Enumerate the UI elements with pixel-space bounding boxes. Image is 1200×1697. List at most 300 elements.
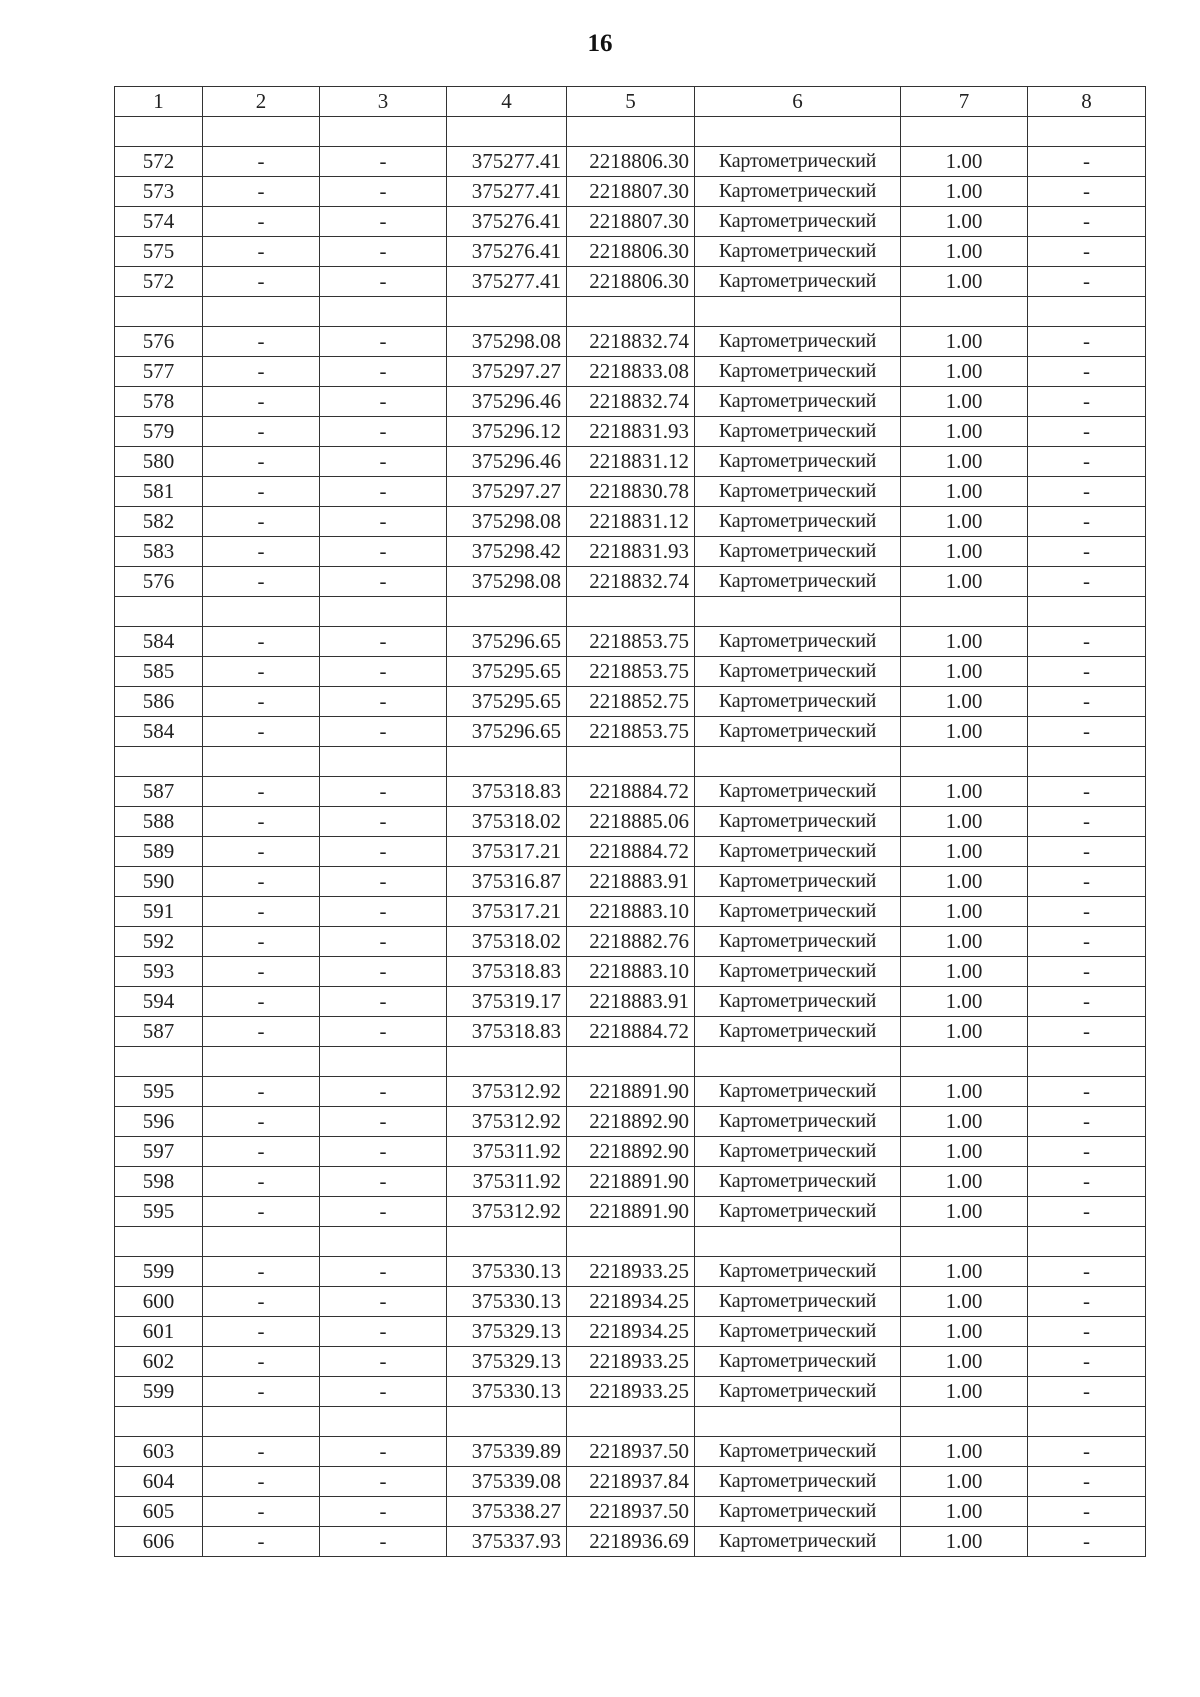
y-coordinate-cell <box>567 1227 695 1257</box>
col8-cell: - <box>1028 1347 1146 1377</box>
col2-cell: - <box>203 327 320 357</box>
table-row <box>115 897 1146 927</box>
y-coordinate-cell: 2218832.74 <box>567 387 695 417</box>
table-row <box>115 567 1146 597</box>
point-number-cell <box>115 597 203 627</box>
table-row <box>115 1467 1146 1497</box>
accuracy-cell: 1.00 <box>901 657 1028 687</box>
x-coordinate-cell: 375276.41 <box>447 237 567 267</box>
col2-cell: - <box>203 867 320 897</box>
col3-cell: - <box>320 1137 447 1167</box>
col8-cell: - <box>1028 927 1146 957</box>
table-body <box>115 117 1146 1557</box>
y-coordinate-cell <box>567 297 695 327</box>
point-number-cell: 578 <box>115 387 203 417</box>
y-coordinate-cell <box>567 117 695 147</box>
col8-cell: - <box>1028 1437 1146 1467</box>
col2-cell: - <box>203 1287 320 1317</box>
y-coordinate-cell: 2218884.72 <box>567 777 695 807</box>
col3-cell: - <box>320 1437 447 1467</box>
col8-cell: - <box>1028 1467 1146 1497</box>
x-coordinate-cell: 375296.65 <box>447 717 567 747</box>
point-number-cell <box>115 747 203 777</box>
col8-cell: - <box>1028 627 1146 657</box>
table-row <box>115 1347 1146 1377</box>
table-row <box>115 177 1146 207</box>
col2-cell: - <box>203 627 320 657</box>
table-row <box>115 1497 1146 1527</box>
y-coordinate-cell: 2218832.74 <box>567 567 695 597</box>
col2-cell: - <box>203 177 320 207</box>
col3-cell: - <box>320 687 447 717</box>
y-coordinate-cell: 2218883.91 <box>567 987 695 1017</box>
method-cell: Картометрический <box>695 357 901 387</box>
accuracy-cell: 1.00 <box>901 1017 1028 1047</box>
accuracy-cell: 1.00 <box>901 507 1028 537</box>
table-header-row <box>115 87 1146 117</box>
y-coordinate-cell: 2218892.90 <box>567 1107 695 1137</box>
accuracy-cell <box>901 1407 1028 1437</box>
method-cell: Картометрический <box>695 897 901 927</box>
col8-cell: - <box>1028 717 1146 747</box>
table-row <box>115 627 1146 657</box>
x-coordinate-cell: 375312.92 <box>447 1107 567 1137</box>
x-coordinate-cell: 375318.83 <box>447 957 567 987</box>
accuracy-cell: 1.00 <box>901 1287 1028 1317</box>
y-coordinate-cell <box>567 1047 695 1077</box>
col2-cell: - <box>203 1527 320 1557</box>
col3-cell <box>320 297 447 327</box>
point-number-cell: 595 <box>115 1197 203 1227</box>
col8-cell <box>1028 1407 1146 1437</box>
method-cell: Картометрический <box>695 1437 901 1467</box>
y-coordinate-cell: 2218933.25 <box>567 1377 695 1407</box>
y-coordinate-cell: 2218884.72 <box>567 1017 695 1047</box>
col8-cell: - <box>1028 447 1146 477</box>
col8-cell: - <box>1028 387 1146 417</box>
col3-cell: - <box>320 357 447 387</box>
col3-cell: - <box>320 657 447 687</box>
table-row <box>115 267 1146 297</box>
table-row <box>115 957 1146 987</box>
y-coordinate-cell: 2218853.75 <box>567 657 695 687</box>
point-number-cell: 580 <box>115 447 203 477</box>
y-coordinate-cell: 2218936.69 <box>567 1527 695 1557</box>
point-number-cell: 584 <box>115 627 203 657</box>
table-row <box>115 1527 1146 1557</box>
method-cell: Картометрический <box>695 1377 901 1407</box>
x-coordinate-cell <box>447 1047 567 1077</box>
y-coordinate-cell: 2218937.50 <box>567 1437 695 1467</box>
table-row <box>115 207 1146 237</box>
point-number-cell: 595 <box>115 1077 203 1107</box>
col3-cell: - <box>320 927 447 957</box>
col8-cell: - <box>1028 1137 1146 1167</box>
col8-cell: - <box>1028 267 1146 297</box>
col3-cell: - <box>320 1317 447 1347</box>
col2-cell: - <box>203 1017 320 1047</box>
accuracy-cell: 1.00 <box>901 1437 1028 1467</box>
col2-cell <box>203 1407 320 1437</box>
table-row <box>115 507 1146 537</box>
point-number-cell: 586 <box>115 687 203 717</box>
y-coordinate-cell <box>567 597 695 627</box>
table-row <box>115 1317 1146 1347</box>
col2-cell: - <box>203 1137 320 1167</box>
col3-cell <box>320 597 447 627</box>
col3-cell: - <box>320 807 447 837</box>
point-number-cell: 587 <box>115 1017 203 1047</box>
table-row <box>115 687 1146 717</box>
point-number-cell: 601 <box>115 1317 203 1347</box>
point-number-cell: 605 <box>115 1497 203 1527</box>
col3-cell: - <box>320 477 447 507</box>
point-number-cell: 576 <box>115 327 203 357</box>
col8-cell <box>1028 747 1146 777</box>
col3-cell: - <box>320 417 447 447</box>
col3-cell: - <box>320 237 447 267</box>
method-cell: Картометрический <box>695 237 901 267</box>
point-number-cell: 604 <box>115 1467 203 1497</box>
table-row <box>115 927 1146 957</box>
separator-row <box>115 117 1146 147</box>
point-number-cell: 576 <box>115 567 203 597</box>
col8-cell: - <box>1028 327 1146 357</box>
col8-cell: - <box>1028 207 1146 237</box>
col3-cell: - <box>320 447 447 477</box>
column-header: 6 <box>695 87 901 117</box>
col2-cell: - <box>203 567 320 597</box>
column-header: 5 <box>567 87 695 117</box>
y-coordinate-cell: 2218934.25 <box>567 1317 695 1347</box>
x-coordinate-cell: 375298.08 <box>447 507 567 537</box>
method-cell: Картометрический <box>695 927 901 957</box>
col3-cell: - <box>320 1347 447 1377</box>
table-row <box>115 1167 1146 1197</box>
col3-cell <box>320 1227 447 1257</box>
column-header: 4 <box>447 87 567 117</box>
col3-cell: - <box>320 867 447 897</box>
col3-cell: - <box>320 1167 447 1197</box>
point-number-cell: 588 <box>115 807 203 837</box>
y-coordinate-cell: 2218933.25 <box>567 1347 695 1377</box>
method-cell: Картометрический <box>695 1287 901 1317</box>
table-row <box>115 657 1146 687</box>
method-cell: Картометрический <box>695 717 901 747</box>
method-cell: Картометрический <box>695 1467 901 1497</box>
separator-row <box>115 1047 1146 1077</box>
x-coordinate-cell: 375295.65 <box>447 687 567 717</box>
point-number-cell: 573 <box>115 177 203 207</box>
point-number-cell <box>115 1407 203 1437</box>
y-coordinate-cell: 2218831.93 <box>567 537 695 567</box>
col8-cell: - <box>1028 177 1146 207</box>
col8-cell: - <box>1028 1107 1146 1137</box>
accuracy-cell <box>901 1047 1028 1077</box>
point-number-cell: 590 <box>115 867 203 897</box>
col2-cell <box>203 747 320 777</box>
accuracy-cell: 1.00 <box>901 1107 1028 1137</box>
col2-cell: - <box>203 1377 320 1407</box>
col8-cell: - <box>1028 147 1146 177</box>
table-row <box>115 147 1146 177</box>
method-cell: Картометрический <box>695 1197 901 1227</box>
separator-row <box>115 597 1146 627</box>
method-cell: Картометрический <box>695 1107 901 1137</box>
table-row <box>115 1017 1146 1047</box>
point-number-cell: 591 <box>115 897 203 927</box>
table-row <box>115 1197 1146 1227</box>
col3-cell: - <box>320 1287 447 1317</box>
accuracy-cell: 1.00 <box>901 837 1028 867</box>
point-number-cell: 592 <box>115 927 203 957</box>
column-header: 3 <box>320 87 447 117</box>
col3-cell: - <box>320 717 447 747</box>
x-coordinate-cell: 375329.13 <box>447 1317 567 1347</box>
y-coordinate-cell: 2218883.10 <box>567 957 695 987</box>
y-coordinate-cell: 2218831.12 <box>567 447 695 477</box>
accuracy-cell: 1.00 <box>901 417 1028 447</box>
col3-cell: - <box>320 267 447 297</box>
col8-cell: - <box>1028 507 1146 537</box>
table-row <box>115 1257 1146 1287</box>
accuracy-cell: 1.00 <box>901 717 1028 747</box>
col2-cell: - <box>203 1497 320 1527</box>
col2-cell: - <box>203 927 320 957</box>
table-row <box>115 1377 1146 1407</box>
accuracy-cell <box>901 597 1028 627</box>
col2-cell: - <box>203 987 320 1017</box>
col2-cell: - <box>203 1467 320 1497</box>
col2-cell <box>203 117 320 147</box>
accuracy-cell: 1.00 <box>901 207 1028 237</box>
col3-cell: - <box>320 1257 447 1287</box>
col2-cell: - <box>203 417 320 447</box>
x-coordinate-cell <box>447 117 567 147</box>
col3-cell: - <box>320 627 447 657</box>
table-row <box>115 417 1146 447</box>
col3-cell <box>320 117 447 147</box>
accuracy-cell: 1.00 <box>901 1077 1028 1107</box>
separator-row <box>115 1227 1146 1257</box>
col8-cell: - <box>1028 807 1146 837</box>
x-coordinate-cell: 375297.27 <box>447 357 567 387</box>
method-cell: Картометрический <box>695 987 901 1017</box>
col3-cell: - <box>320 957 447 987</box>
table-row <box>115 1287 1146 1317</box>
col2-cell: - <box>203 897 320 927</box>
accuracy-cell: 1.00 <box>901 447 1028 477</box>
y-coordinate-cell <box>567 747 695 777</box>
col2-cell: - <box>203 657 320 687</box>
col2-cell: - <box>203 1077 320 1107</box>
col3-cell: - <box>320 327 447 357</box>
x-coordinate-cell: 375296.46 <box>447 447 567 477</box>
x-coordinate-cell: 375318.02 <box>447 807 567 837</box>
x-coordinate-cell: 375339.08 <box>447 1467 567 1497</box>
accuracy-cell <box>901 747 1028 777</box>
accuracy-cell: 1.00 <box>901 807 1028 837</box>
point-number-cell: 584 <box>115 717 203 747</box>
y-coordinate-cell: 2218883.91 <box>567 867 695 897</box>
method-cell: Картометрический <box>695 1017 901 1047</box>
col8-cell: - <box>1028 1287 1146 1317</box>
col2-cell: - <box>203 1107 320 1137</box>
method-cell <box>695 1407 901 1437</box>
y-coordinate-cell: 2218885.06 <box>567 807 695 837</box>
y-coordinate-cell: 2218831.93 <box>567 417 695 447</box>
x-coordinate-cell <box>447 747 567 777</box>
col2-cell: - <box>203 147 320 177</box>
accuracy-cell: 1.00 <box>901 1377 1028 1407</box>
x-coordinate-cell: 375330.13 <box>447 1287 567 1317</box>
point-number-cell: 574 <box>115 207 203 237</box>
col2-cell: - <box>203 777 320 807</box>
x-coordinate-cell: 375297.27 <box>447 477 567 507</box>
point-number-cell <box>115 297 203 327</box>
x-coordinate-cell: 375330.13 <box>447 1377 567 1407</box>
col2-cell <box>203 297 320 327</box>
accuracy-cell: 1.00 <box>901 267 1028 297</box>
method-cell: Картометрический <box>695 1137 901 1167</box>
point-number-cell: 599 <box>115 1377 203 1407</box>
method-cell <box>695 597 901 627</box>
table-row <box>115 357 1146 387</box>
col3-cell: - <box>320 1377 447 1407</box>
y-coordinate-cell: 2218806.30 <box>567 237 695 267</box>
point-number-cell: 602 <box>115 1347 203 1377</box>
col8-cell: - <box>1028 1377 1146 1407</box>
method-cell <box>695 117 901 147</box>
table-row <box>115 537 1146 567</box>
col2-cell: - <box>203 687 320 717</box>
table-row <box>115 327 1146 357</box>
y-coordinate-cell: 2218937.84 <box>567 1467 695 1497</box>
col2-cell: - <box>203 477 320 507</box>
point-number-cell <box>115 117 203 147</box>
point-number-cell: 589 <box>115 837 203 867</box>
col8-cell: - <box>1028 417 1146 447</box>
point-number-cell: 600 <box>115 1287 203 1317</box>
point-number-cell: 594 <box>115 987 203 1017</box>
table-row <box>115 837 1146 867</box>
method-cell: Картометрический <box>695 567 901 597</box>
x-coordinate-cell: 375318.83 <box>447 1017 567 1047</box>
col8-cell <box>1028 1047 1146 1077</box>
col8-cell: - <box>1028 867 1146 897</box>
method-cell: Картометрический <box>695 1257 901 1287</box>
col2-cell: - <box>203 267 320 297</box>
page-number: 16 <box>587 30 613 57</box>
column-header: 1 <box>115 87 203 117</box>
y-coordinate-cell: 2218892.90 <box>567 1137 695 1167</box>
table-row <box>115 387 1146 417</box>
col3-cell: - <box>320 1197 447 1227</box>
method-cell: Картометрический <box>695 177 901 207</box>
col2-cell: - <box>203 1257 320 1287</box>
y-coordinate-cell: 2218806.30 <box>567 147 695 177</box>
col3-cell: - <box>320 1077 447 1107</box>
column-header: 8 <box>1028 87 1146 117</box>
method-cell: Картометрический <box>695 867 901 897</box>
point-number-cell: 606 <box>115 1527 203 1557</box>
x-coordinate-cell: 375295.65 <box>447 657 567 687</box>
x-coordinate-cell: 375296.12 <box>447 417 567 447</box>
accuracy-cell: 1.00 <box>901 987 1028 1017</box>
col2-cell: - <box>203 357 320 387</box>
accuracy-cell: 1.00 <box>901 867 1028 897</box>
y-coordinate-cell: 2218882.76 <box>567 927 695 957</box>
col3-cell: - <box>320 567 447 597</box>
accuracy-cell: 1.00 <box>901 1347 1028 1377</box>
col8-cell: - <box>1028 357 1146 387</box>
coordinates-table <box>114 86 1146 1557</box>
col3-cell: - <box>320 537 447 567</box>
point-number-cell <box>115 1227 203 1257</box>
accuracy-cell: 1.00 <box>901 1497 1028 1527</box>
y-coordinate-cell: 2218883.10 <box>567 897 695 927</box>
col3-cell: - <box>320 837 447 867</box>
col2-cell <box>203 1227 320 1257</box>
accuracy-cell: 1.00 <box>901 777 1028 807</box>
x-coordinate-cell: 375296.65 <box>447 627 567 657</box>
table-row <box>115 1437 1146 1467</box>
method-cell: Картометрический <box>695 687 901 717</box>
y-coordinate-cell: 2218806.30 <box>567 267 695 297</box>
y-coordinate-cell: 2218852.75 <box>567 687 695 717</box>
y-coordinate-cell: 2218891.90 <box>567 1197 695 1227</box>
x-coordinate-cell: 375311.92 <box>447 1167 567 1197</box>
column-header: 7 <box>901 87 1028 117</box>
col3-cell: - <box>320 1107 447 1137</box>
method-cell: Картометрический <box>695 627 901 657</box>
x-coordinate-cell: 375312.92 <box>447 1077 567 1107</box>
col8-cell: - <box>1028 537 1146 567</box>
x-coordinate-cell: 375298.42 <box>447 537 567 567</box>
y-coordinate-cell: 2218807.30 <box>567 177 695 207</box>
table-row <box>115 1107 1146 1137</box>
col2-cell: - <box>203 957 320 987</box>
accuracy-cell: 1.00 <box>901 1137 1028 1167</box>
point-number-cell: 598 <box>115 1167 203 1197</box>
accuracy-cell: 1.00 <box>901 177 1028 207</box>
accuracy-cell: 1.00 <box>901 1317 1028 1347</box>
accuracy-cell: 1.00 <box>901 1467 1028 1497</box>
method-cell <box>695 1227 901 1257</box>
accuracy-cell: 1.00 <box>901 1257 1028 1287</box>
accuracy-cell: 1.00 <box>901 147 1028 177</box>
x-coordinate-cell: 375330.13 <box>447 1257 567 1287</box>
table-row <box>115 987 1146 1017</box>
accuracy-cell: 1.00 <box>901 387 1028 417</box>
x-coordinate-cell: 375277.41 <box>447 147 567 177</box>
col3-cell: - <box>320 387 447 417</box>
method-cell: Картометрический <box>695 837 901 867</box>
col2-cell: - <box>203 717 320 747</box>
col8-cell: - <box>1028 657 1146 687</box>
accuracy-cell: 1.00 <box>901 477 1028 507</box>
col8-cell: - <box>1028 1497 1146 1527</box>
col8-cell <box>1028 297 1146 327</box>
x-coordinate-cell <box>447 597 567 627</box>
y-coordinate-cell: 2218833.08 <box>567 357 695 387</box>
col3-cell <box>320 1047 447 1077</box>
x-coordinate-cell: 375277.41 <box>447 177 567 207</box>
point-number-cell: 599 <box>115 1257 203 1287</box>
col2-cell: - <box>203 447 320 477</box>
y-coordinate-cell: 2218830.78 <box>567 477 695 507</box>
accuracy-cell: 1.00 <box>901 927 1028 957</box>
